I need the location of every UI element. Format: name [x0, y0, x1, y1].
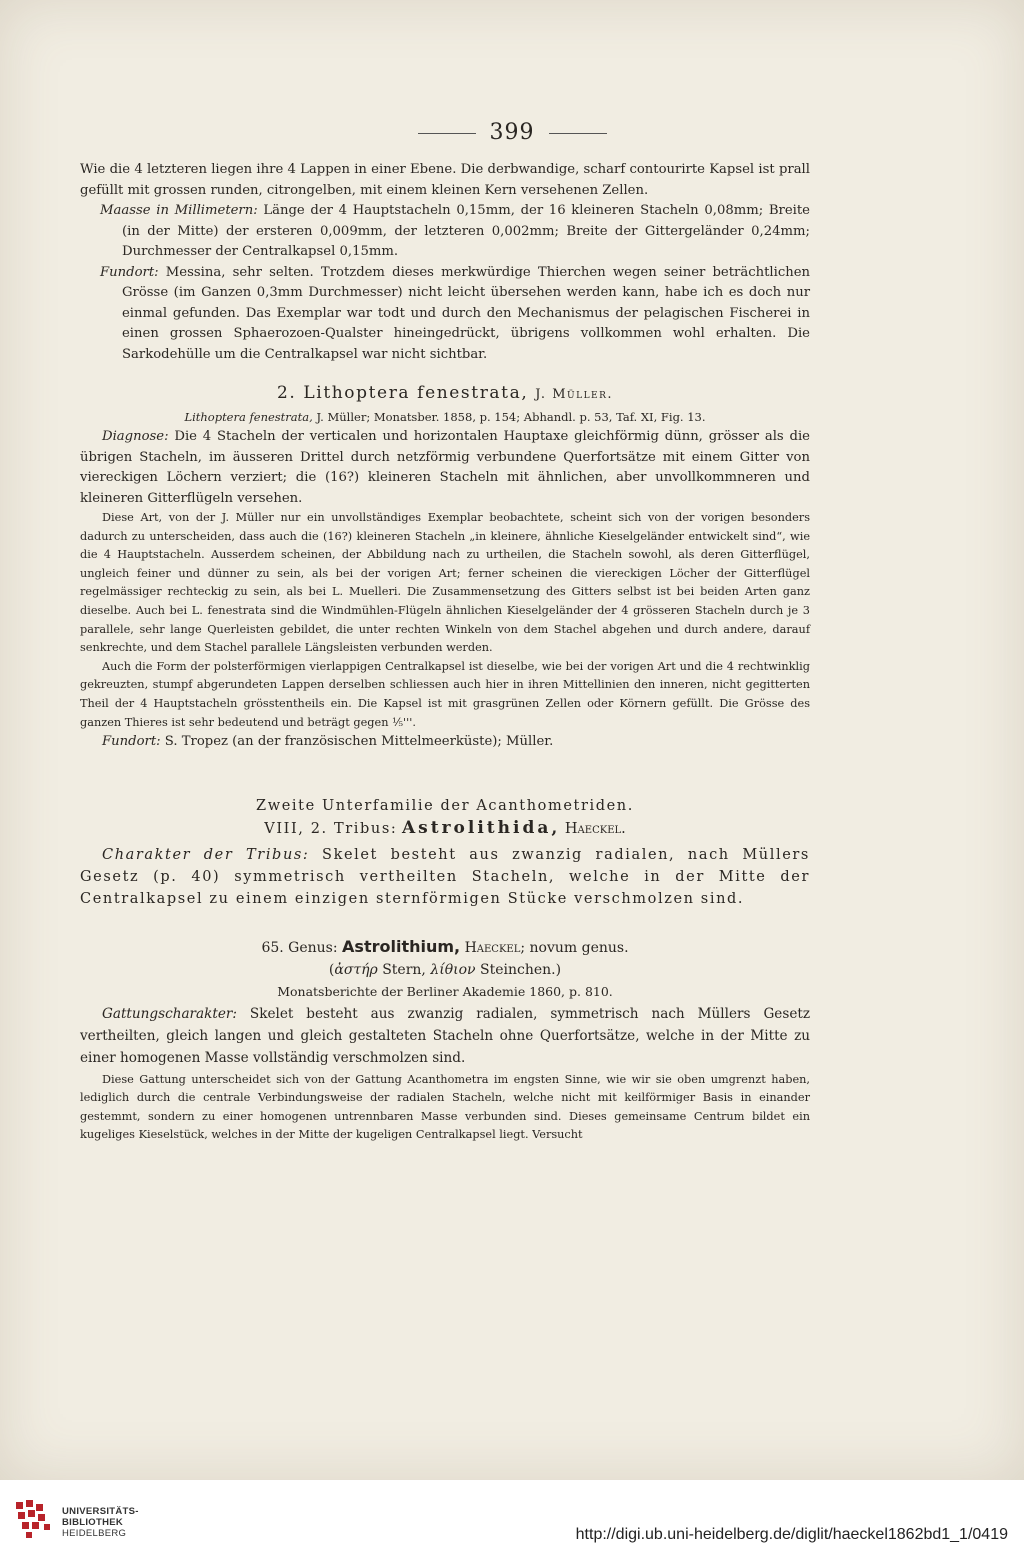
source-url-link[interactable]: http://digi.ub.uni-heidelberg.de/diglit/haeckel1862bd1_1/0419: [575, 1526, 1008, 1543]
paragraph-diagnose: [80, 427, 810, 509]
etym-text-1: Stern,: [382, 961, 426, 978]
paragraph-charakter: [80, 844, 810, 910]
unterfamilie-heading: Zweite Unterfamilie der Acanthometriden.: [256, 797, 634, 814]
paragraph-small-1: Diese Art, von der J. Müller nur ein unvollständiges Exemplar beobachtete, scheint sich von der vorigen besonders dadurch zu unterscheiden, dass auch die (16?) kleineren Stacheln „in kleinere, ähnliche Kieselgeländer entwickelt sind“, wie die 4 Hauptstacheln. Ausserdem scheinen, der Abbildung nach zu urtheilen, die Stacheln sowohl, als deren Gitterflügel, ungleich feiner und dünner zu sein, als bei der vorigen Art; ferner scheinen die viereckigen Löcher der Gitterflügel regelmässiger rechteckig zu sein, als bei L. Muelleri. Die Zusammensetzung des Gitters selbst ist bei beiden Arten ganz dieselbe. Auch bei L. fenestrata sind die Windmühlen-Flügeln ähnlichen Kieselgeländer der 4 grösseren Stacheln durch je 3 parallele, sehr lange Querleisten gebildet, die unter rechten Winkeln von dem Stachel abgehen und durch andere, darauf senkrechte, und dem Stachel parallele Längsleisten verbunden werden.: [80, 511, 810, 655]
library-line-1: UNIVERSITÄTS-: [62, 1506, 139, 1517]
paragraph-small-3: Diese Gattung unterscheidet sich von der Gattung Acanthometra im engsten Sinne, wie wir sie oben umgrenzt haben, lediglich durch die centrale Verbindungsweise der radialen Stacheln, welche nicht mit keilförmiger Basis in einander gestemmt, sondern zu einer homogenen untrennbaren Masse verbunden sind. Dieses gemeinsame Centrum bildet ein kugeliges Kieselstück, welches in der Mitte der kugeligen Centralkapsel liegt. Versucht: [80, 1072, 810, 1142]
fundort-text-1: Messina, sehr selten. Trotzdem dieses merkwürdige Thierchen wegen seiner beträchtlichen Grösse (im Ganzen 0,3mm Durchmesser) nicht leicht übersehen werden kann, habe ich es doch nur einmal gefunden. Das Exemplar war todt und durch den Mechanismus der pelagischen Fischerei in einen grossen Sphaerozoen-Qualster hineingedrückt, übrigens vollkommen wohl erhalten. Die Sarkodehülle um die Centralkapsel war nicht sichtbar.: [122, 264, 810, 362]
species-cite-text: J. Müller; Monatsber. 1858, p. 154; Abhandl. p. 53, Taf. XI, Fig. 13.: [316, 410, 706, 424]
genus-prefix: 65. Genus:: [261, 939, 338, 956]
paragraph-gattung: [80, 1003, 810, 1069]
tribus-heading: [80, 817, 810, 840]
spacer: [80, 753, 810, 795]
tribus-name: Astrolithida,: [401, 817, 561, 838]
library-line-2: BIBLIOTHEK: [62, 1517, 124, 1528]
genus-citation: Monatsberichte der Berliner Akademie 1860, p. 810.: [277, 983, 613, 999]
paragraph-fundort-1: [80, 263, 810, 366]
page-body: [80, 160, 810, 1145]
species-heading: [80, 381, 810, 407]
species-author: J. Müller.: [535, 387, 614, 402]
spacer: [80, 910, 810, 936]
genus-etymology: (ἀστήρ Stern, λίθιον Steinchen.): [328, 961, 562, 978]
genus-heading: [80, 936, 810, 959]
maasse-text: Länge der 4 Hauptstacheln 0,15mm, der 16 kleineren Stacheln 0,08mm; Breite (in der Mitte) der ersteren 0,009mm, der letzteren 0,002mm; Breite der Gittergeländer 0,24mm; Durchmesser der Centralkapsel 0,15mm.: [122, 203, 810, 259]
genus-name: Astrolithium,: [342, 936, 461, 956]
charakter-label: Charakter der Tribus:: [102, 846, 310, 863]
paragraph-small-2: Auch die Form der polsterförmigen vierlappigen Centralkapsel ist dieselbe, wie bei der vorigen Art und die 4 rechtwinklig gekreuzten, stumpf abgerundeten Lappen derselben schliessen auch hier in ihren Mittellinien den inneren, nicht gegitterten Theil der 4 Hauptstacheln grösstentheils ein. Die Kapsel ist mit grasgrünen Zellen oder Körnern gefüllt. Die Grösse des ganzen Thieres ist sehr bedeutend und beträgt gegen ⅕'''.: [80, 659, 810, 729]
library-line-3: HEIDELBERG: [62, 1528, 127, 1539]
library-name: [62, 1506, 139, 1539]
tribus-author: Haeckel.: [564, 820, 626, 837]
diagnose-label: Diagnose:: [102, 429, 169, 444]
etym-text-2: Steinchen.): [480, 961, 562, 978]
page-number: 399: [489, 120, 535, 145]
fundort-label-1: Fundort:: [100, 264, 159, 280]
paragraph-maasse: [80, 201, 810, 263]
fundort-text-2: S. Tropez (an der französischen Mittelmeerküste); Müller.: [164, 734, 554, 750]
paragraph-intro: Wie die 4 letzteren liegen ihre 4 Lappen in einer Ebene. Die derbwandige, scharf contourirte Kapsel ist prall gefüllt mit grossen runden, citrongelben, mit einem kleinen Kern versehenen Zellen.: [80, 162, 810, 198]
maasse-label: Maasse in Millimetern:: [100, 203, 258, 218]
page-header: [0, 120, 1024, 145]
etym-greek-1: ἀστήρ: [334, 961, 378, 978]
library-logo-icon: [14, 1498, 58, 1542]
diagnose-text: Die 4 Stacheln der verticalen und horizontalen Hauptaxe gleichförmig dünn, grösser als die übrigen Stacheln, im äusseren Drittel durch netzförmig verbundene Querfortsätze mit einem Gitter von viereckigen Löchern verziert; die (16?) kleineren Stacheln mit ähnlichen, aber unvollkommneren und kleineren Gitterflügeln versehen.: [80, 429, 810, 506]
header-rule-left: [418, 133, 476, 134]
etym-greek-2: λίθιον: [430, 961, 476, 978]
paragraph-fundort-2: [80, 732, 810, 753]
species-cite-name: Lithoptera fenestrata,: [184, 410, 313, 424]
gattung-label: Gattungscharakter:: [102, 1005, 237, 1022]
tribus-prefix: VIII, 2. Tribus:: [264, 820, 398, 837]
species-citation: [80, 407, 810, 427]
charakter-text: Skelet besteht aus zwanzig radialen, nach Müllers Gesetz (p. 40) symmetrisch vertheilten Stacheln, welche in der Mitte der Centralkapsel zu einem einzigen sternförmigen Stücke verschmolzen sind.: [80, 846, 810, 907]
header-rule-right: [549, 133, 607, 134]
gattung-text: Skelet besteht aus zwanzig radialen, symmetrisch nach Müllers Gesetz vertheilten, gleich langen und gleich gestalteten Stacheln ohne Querfortsätze, welche in der Mitte zu einer homogenen Masse vollständig verschmolzen sind.: [80, 1005, 810, 1066]
footer-bar: [0, 1480, 1024, 1567]
genus-author: Haeckel;: [464, 939, 526, 956]
species-title: 2. Lithoptera fenestrata,: [276, 383, 529, 403]
fundort-label-2: Fundort:: [102, 734, 161, 750]
genus-suffix: novum genus.: [529, 939, 629, 956]
